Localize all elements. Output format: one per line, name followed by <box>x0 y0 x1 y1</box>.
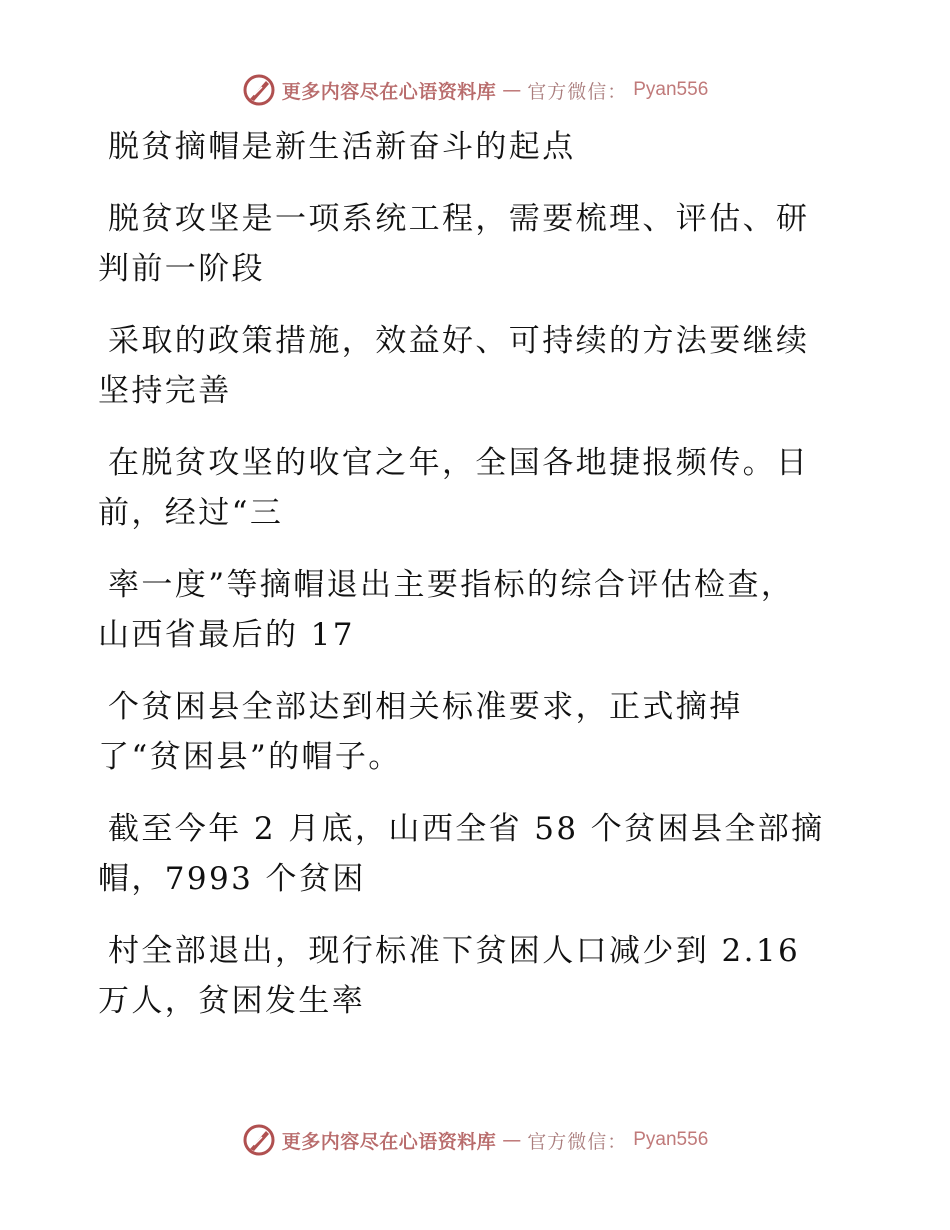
paragraph-line: 脱贫摘帽是新生活新奋斗的起点 <box>108 129 576 165</box>
watermark-wechat-id: Pyan556 <box>633 79 709 100</box>
watermark-banner-top <box>0 70 950 110</box>
paragraph-line: 在脱贫攻坚的收官之年，全国各地捷报频传。日 <box>108 445 810 481</box>
paragraph-line: 山西省最后的 17 <box>98 617 355 653</box>
paragraph <box>98 682 858 782</box>
paragraph <box>98 438 858 538</box>
paragraph-line: 个贫困县全部达到相关标准要求，正式摘掉 <box>108 689 743 725</box>
paragraph <box>98 122 858 172</box>
paragraph-line: 了“贫困县”的帽子。 <box>98 739 402 775</box>
paragraph <box>98 194 858 294</box>
quill-logo-icon <box>242 73 276 107</box>
watermark-official-label: 官方微信： <box>527 80 628 103</box>
paragraph-line: 万人，贫困发生率 <box>98 983 366 1019</box>
watermark-separator: — <box>502 1129 522 1151</box>
quill-logo-icon <box>242 1123 276 1157</box>
watermark-banner-bottom <box>0 1120 950 1160</box>
paragraph-line: 脱贫攻坚是一项系统工程，需要梳理、评估、研 <box>108 201 810 237</box>
watermark-site-text: 更多内容尽在心语资料库 <box>281 80 497 103</box>
watermark-separator: — <box>502 79 522 101</box>
paragraph-line: 判前一阶段 <box>98 251 265 287</box>
document-body <box>98 122 858 1048</box>
paragraph-line: 坚持完善 <box>98 373 232 409</box>
paragraph-line: 前，经过“三 <box>98 495 284 531</box>
watermark-site-text: 更多内容尽在心语资料库 <box>281 1130 497 1153</box>
watermark-official-label: 官方微信： <box>527 1130 628 1153</box>
paragraph-line: 村全部退出，现行标准下贫困人口减少到 2.16 <box>108 933 801 969</box>
paragraph <box>98 560 858 660</box>
paragraph-line: 采取的政策措施，效益好、可持续的方法要继续 <box>108 323 810 359</box>
paragraph-line: 截至今年 2 月底，山西全省 58 个贫困县全部摘 <box>108 811 825 847</box>
paragraph <box>98 926 858 1026</box>
paragraph <box>98 804 858 904</box>
watermark-wechat-id: Pyan556 <box>633 1129 709 1150</box>
paragraph <box>98 316 858 416</box>
paragraph-line: 帽，7993 个贫困 <box>98 861 366 897</box>
paragraph-line: 率一度”等摘帽退出主要指标的综合评估检查， <box>108 567 795 603</box>
